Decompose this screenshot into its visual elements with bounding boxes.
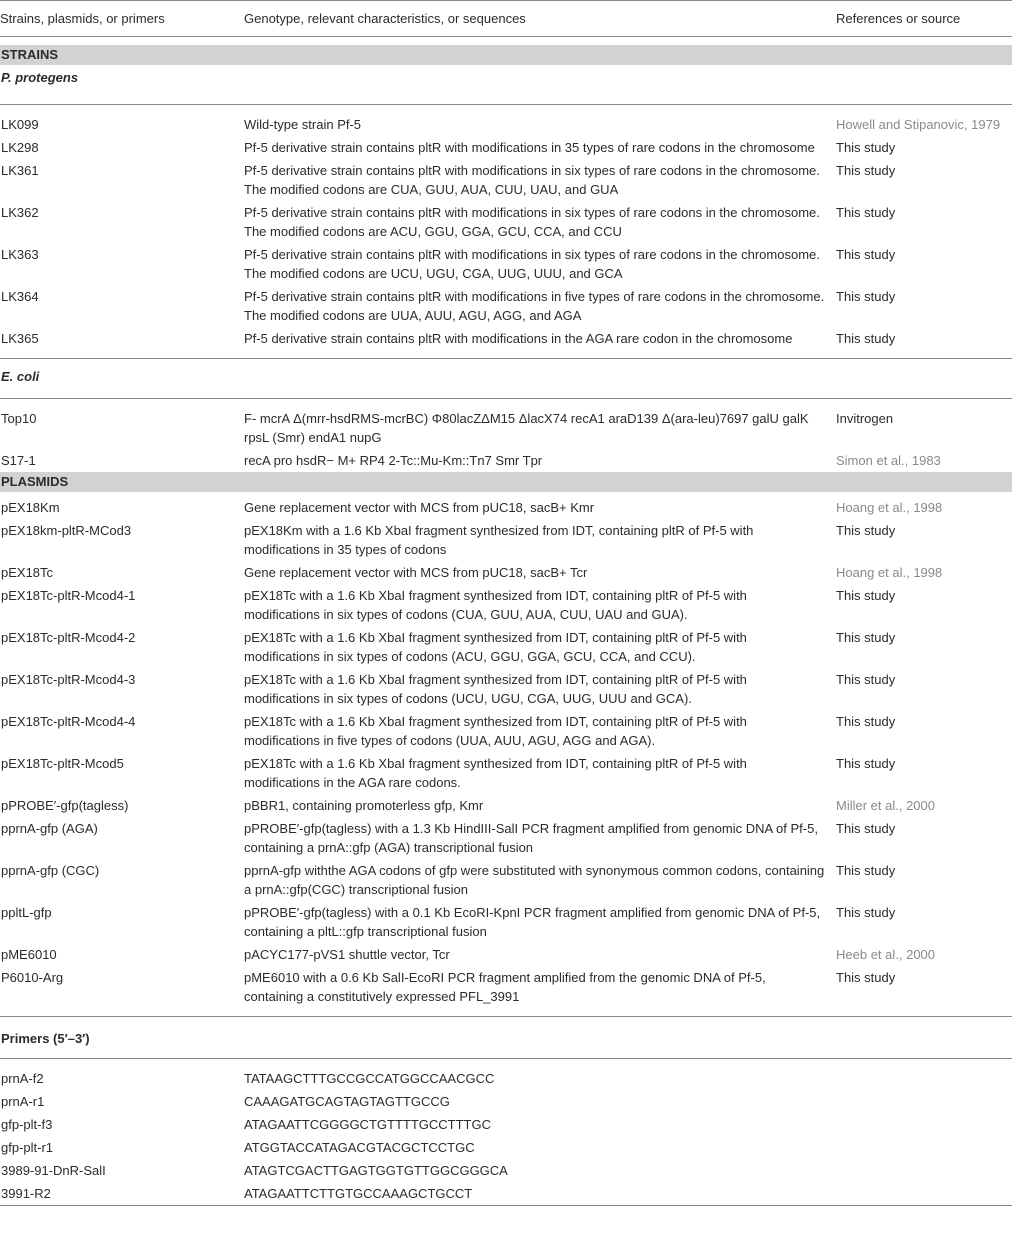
- section-p-protegens: [0, 65, 1012, 105]
- entry-description: Pf-5 derivative strain contains pltR with modifications in five types of rare codons in the chromosome. The modified codons are UUA, AUU, AGU, AGG, and AGA: [244, 289, 825, 323]
- table-row: [0, 159, 1012, 201]
- header-col1: Strains, plasmids, or primers: [0, 11, 165, 26]
- entry-reference: Howell and Stipanovic, 1979: [836, 117, 1001, 132]
- entry-description: pEX18Tc with a 1.6 Kb XbaI fragment synthesized from IDT, containing pltR of Pf-5 with modifications in six types of codons (CUA, GUU, AUA, CUU, UAU and GUA).: [244, 588, 747, 622]
- entry-reference: [836, 1067, 1012, 1090]
- entry-name: pEX18Tc: [1, 565, 54, 580]
- table-row: [0, 710, 1012, 752]
- entry-reference: [836, 1113, 1012, 1136]
- table-row: [0, 449, 1012, 472]
- entry-reference: Heeb et al., 2000: [836, 947, 936, 962]
- entry-description: ATAGAATTCTTGTGCCAAAGCTGCCT: [244, 1182, 836, 1206]
- section-e-coli: [0, 359, 1012, 399]
- table-row: [0, 1067, 1012, 1090]
- entry-name: pPROBE′-gfp(tagless): [1, 798, 129, 813]
- entry-name: Top10: [1, 411, 37, 426]
- entry-description: pprnA-gfp withthe AGA codons of gfp were substituted with synonymous common codons, containing a prnA::gfp(CGC) transcriptional fusion: [244, 863, 825, 897]
- entry-reference: This study: [836, 905, 896, 920]
- entry-description: F- mcrA Δ(mrr-hsdRMS-mcrBC) Φ80lacZΔM15 ΔlacX74 recA1 araD139 Δ(ara-leu)7697 galU galK rpsL (Smr) endA1 nupG: [244, 411, 809, 445]
- entry-reference: This study: [836, 205, 896, 220]
- table-row: [0, 1136, 1012, 1159]
- section-plasmids-label: PLASMIDS: [0, 472, 1012, 492]
- section-primers-label: Primers (5′–3′): [0, 1017, 1012, 1059]
- entry-reference: This study: [836, 863, 896, 878]
- entry-reference: This study: [836, 756, 896, 771]
- entry-name: LK363: [1, 247, 39, 262]
- header-col3: References or source: [836, 11, 961, 26]
- entry-name: pEX18Tc-pltR-Mcod4-1: [1, 588, 136, 603]
- entry-description: Gene replacement vector with MCS from pUC18, sacB+ Tcr: [244, 565, 588, 580]
- entry-name: 3989-91-DnR-SalI: [1, 1163, 106, 1178]
- entry-name: LK364: [1, 289, 39, 304]
- entry-description: Pf-5 derivative strain contains pltR with modifications in the AGA rare codon in the chromosome: [244, 331, 793, 346]
- entry-name: LK362: [1, 205, 39, 220]
- entry-description: ATGGTACCATAGACGTACGCTCCTGC: [244, 1140, 475, 1155]
- section-strains: [0, 45, 1012, 65]
- entry-description: Pf-5 derivative strain contains pltR with modifications in 35 types of rare codons in the chromosome: [244, 140, 815, 155]
- header-col2: Genotype, relevant characteristics, or sequences: [244, 11, 526, 26]
- entry-reference: This study: [836, 140, 896, 155]
- entry-reference: This study: [836, 714, 896, 729]
- section-strains-label: STRAINS: [0, 45, 1012, 65]
- table-row: [0, 519, 1012, 561]
- entry-reference: Hoang et al., 1998: [836, 500, 943, 515]
- entry-reference: This study: [836, 331, 896, 346]
- entry-reference: Hoang et al., 1998: [836, 565, 943, 580]
- entry-reference: This study: [836, 588, 896, 603]
- entry-description: ATAGTCGACTTGAGTGGTGTTGGCGGGCA: [244, 1163, 508, 1178]
- entry-description: pEX18Km with a 1.6 Kb XbaI fragment synthesized from IDT, containing pltR of Pf-5 with modifications in 35 types of codons: [244, 523, 754, 557]
- table-row: [0, 201, 1012, 243]
- entry-description: TATAAGCTTTGCCGCCATGGCCAACGCC: [244, 1071, 495, 1086]
- entry-description: Gene replacement vector with MCS from pUC18, sacB+ Kmr: [244, 500, 595, 515]
- entry-reference: This study: [836, 970, 896, 985]
- entry-description: pEX18Tc with a 1.6 Kb XbaI fragment synthesized from IDT, containing pltR of Pf-5 with modifications in six types of codons (ACU, GGU, GGA, GCU, CCA, and CCU).: [244, 630, 747, 664]
- entry-name: pprnA-gfp (AGA): [1, 821, 98, 836]
- table-row: [0, 901, 1012, 943]
- entry-reference: This study: [836, 672, 896, 687]
- table-row: [0, 626, 1012, 668]
- table-row: [0, 113, 1012, 136]
- entry-reference: [836, 1182, 1012, 1206]
- entry-description: pEX18Tc with a 1.6 Kb XbaI fragment synthesized from IDT, containing pltR of Pf-5 with modifications in the AGA rare codons.: [244, 756, 747, 790]
- table-row: [0, 584, 1012, 626]
- entry-name: prnA-f2: [1, 1071, 44, 1086]
- entry-description: pBBR1, containing promoterless gfp, Kmr: [244, 798, 484, 813]
- table-row: [0, 943, 1012, 966]
- table-row: [0, 1182, 1012, 1206]
- table-row: [0, 561, 1012, 584]
- table-row: [0, 327, 1012, 350]
- entry-name: ppltL-gfp: [1, 905, 52, 920]
- table-row: [0, 752, 1012, 794]
- table-row: [0, 136, 1012, 159]
- entry-name: pME6010: [1, 947, 57, 962]
- entry-description: pEX18Tc with a 1.6 Kb XbaI fragment synthesized from IDT, containing pltR of Pf-5 with modifications in six types of codons (UCU, UGU, CGA, UUG, UUU and GCA).: [244, 672, 747, 706]
- entry-name: gfp-plt-f3: [1, 1117, 53, 1132]
- entry-name: pEX18Km: [1, 500, 60, 515]
- entry-description: pACYC177-pVS1 shuttle vector, Tcr: [244, 947, 450, 962]
- table-row: [0, 1090, 1012, 1113]
- entry-name: 3991-R2: [0, 1182, 244, 1206]
- entry-description: Wild-type strain Pf-5: [244, 117, 362, 132]
- entry-description: Pf-5 derivative strain contains pltR with modifications in six types of rare codons in the chromosome. The modified codons are ACU, GGU, GGA, GCU, CCA, and CCU: [244, 205, 820, 239]
- entry-name: pprnA-gfp (CGC): [1, 863, 100, 878]
- entry-reference: Simon et al., 1983: [836, 453, 941, 468]
- entry-reference: This study: [836, 821, 896, 836]
- entry-name: gfp-plt-r1: [1, 1140, 54, 1155]
- entry-name: prnA-r1: [1, 1094, 45, 1109]
- entry-description: pPROBE′-gfp(tagless) with a 1.3 Kb HindIII-SalI PCR fragment amplified from genomic DNA of Pf-5, containing a prnA::gfp (AGA) transcriptional fusion: [244, 821, 818, 855]
- entry-reference: Miller et al., 2000: [836, 798, 935, 813]
- table-row: [0, 496, 1012, 519]
- entry-reference: [836, 1159, 1012, 1182]
- entry-reference: This study: [836, 247, 896, 262]
- entry-reference: [836, 1136, 1012, 1159]
- table-row: [0, 1159, 1012, 1182]
- table-row: [0, 966, 1012, 1008]
- entry-description: pPROBE′-gfp(tagless) with a 0.1 Kb EcoRI-KpnI PCR fragment amplified from genomic DNA of Pf-5, containing a pltL::gfp transcriptional fusion: [244, 905, 821, 939]
- section-p-protegens-label: P. protegens: [0, 65, 1012, 105]
- table-row: [0, 1113, 1012, 1136]
- entry-description: ATAGAATTCGGGGCTGTTTTGCCTTTGC: [244, 1117, 491, 1132]
- entry-name: LK365: [1, 331, 39, 346]
- entry-reference: This study: [836, 289, 896, 304]
- entry-name: S17-1: [1, 453, 36, 468]
- table-row: [0, 407, 1012, 449]
- section-plasmids: [0, 472, 1012, 492]
- entry-description: CAAAGATGCAGTAGTAGTTGCCG: [244, 1094, 450, 1109]
- entry-reference: This study: [836, 630, 896, 645]
- entry-reference: [836, 1090, 1012, 1113]
- section-primers: [0, 1017, 1012, 1059]
- entry-name: P6010-Arg: [1, 970, 64, 985]
- table-row: [0, 794, 1012, 817]
- entry-description: Pf-5 derivative strain contains pltR with modifications in six types of rare codons in the chromosome. The modified codons are CUA, GUU, AUA, CUU, UAU, and GUA: [244, 163, 820, 197]
- entry-description: Pf-5 derivative strain contains pltR with modifications in six types of rare codons in the chromosome. The modified codons are UCU, UGU, CGA, UUG, UUU, and GCA: [244, 247, 820, 281]
- table-row: [0, 243, 1012, 285]
- table-row: [0, 817, 1012, 859]
- entry-reference: Invitrogen: [836, 411, 894, 426]
- entry-name: pEX18Tc-pltR-Mcod4-2: [1, 630, 136, 645]
- entry-name: pEX18Tc-pltR-Mcod4-4: [1, 714, 136, 729]
- section-e-coli-label: E. coli: [0, 359, 1012, 399]
- entry-description: pEX18Tc with a 1.6 Kb XbaI fragment synthesized from IDT, containing pltR of Pf-5 with modifications in five types of codons (UUA, AUU, AGU, AGG and AGA).: [244, 714, 747, 748]
- entry-name: LK361: [1, 163, 39, 178]
- entry-description: pME6010 with a 0.6 Kb SalI-EcoRI PCR fragment amplified from the genomic DNA of Pf-5, containing a constitutively expressed PFL_3991: [244, 970, 766, 1004]
- entry-name: LK099: [1, 117, 39, 132]
- entry-description: recA pro hsdR− M+ RP4 2-Tc::Mu-Km::Tn7 Smr Tpr: [244, 453, 543, 468]
- table-row: [0, 859, 1012, 901]
- entry-name: pEX18Tc-pltR-Mcod5: [1, 756, 124, 771]
- entry-name: pEX18Tc-pltR-Mcod4-3: [1, 672, 136, 687]
- table-header-row: [0, 1, 1012, 37]
- entry-name: LK298: [1, 140, 39, 155]
- entry-reference: This study: [836, 163, 896, 178]
- entry-reference: This study: [836, 523, 896, 538]
- table-row: [0, 285, 1012, 327]
- entry-name: pEX18km-pltR-MCod3: [1, 523, 132, 538]
- table-row: [0, 668, 1012, 710]
